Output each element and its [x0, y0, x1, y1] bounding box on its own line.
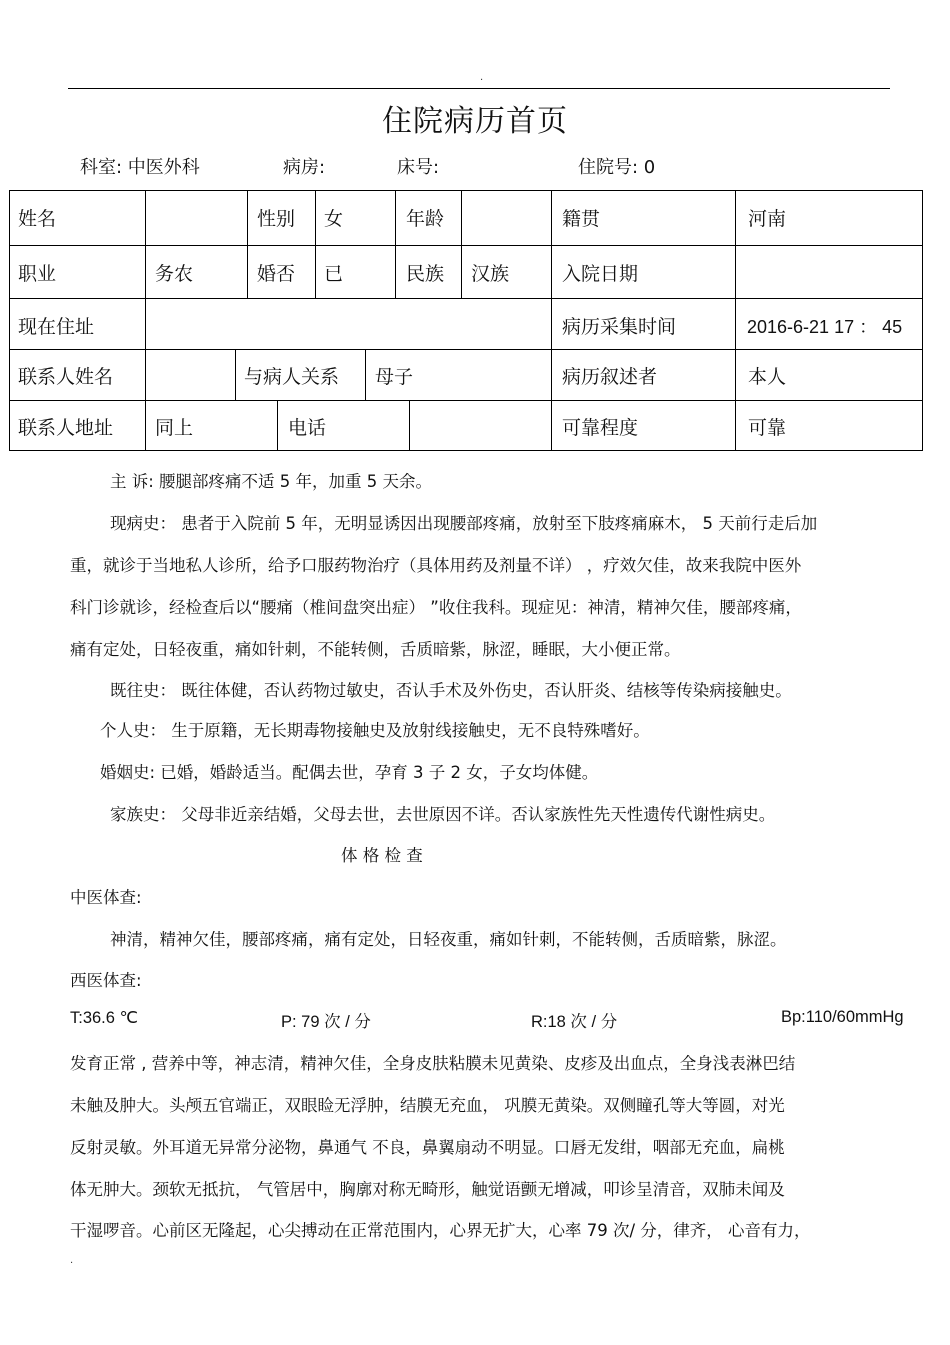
department-field: 科室: 中医外科 [80, 157, 200, 178]
origin-value: 河南 [748, 208, 787, 230]
relationship-value: 母子 [375, 366, 414, 388]
sex-label: 性别 [257, 208, 296, 230]
admission-date-label: 入院日期 [562, 263, 639, 285]
western-exam-line: 体无肿大。颈软无抵抗， 气管居中，胸廓对称无畸形，触觉语颤无增减，叩诊呈清音，双肺未闻及 [70, 1180, 785, 1199]
western-exam-label: 西医体查: [70, 971, 142, 990]
column-divider [277, 400, 278, 450]
tcm-exam-text: 神清，精神欠佳，腰部疼痛，痛有定处，日轻夜重，痛如针刺，不能转侧，舌质暗紫，脉涩。 [110, 930, 787, 949]
column-divider [395, 191, 396, 298]
marital-label: 婚否 [257, 263, 296, 285]
contact-name-label: 联系人姓名 [18, 366, 114, 388]
occupation-label: 职业 [18, 263, 57, 285]
physical-exam-heading: 体 格 检 查 [341, 846, 423, 865]
column-divider [247, 191, 248, 298]
ward-field: 病房: [283, 157, 326, 178]
column-divider [145, 349, 146, 400]
present-illness-line: 科门诊就诊，经检查后以“腰痛（椎间盘突出症） ”收住我科。现症见：神清，精神欠佳，腰部疼痛， [70, 598, 802, 617]
western-exam-line: 干湿啰音。心前区无隆起，心尖搏动在正常范围内，心界无扩大，心率 79 次/ 分，律齐， 心音有力， [70, 1221, 811, 1240]
respiration-value: R:18 次 / 分 [531, 1013, 618, 1031]
present-illness-line: 痛有定处，日轻夜重，痛如针刺，不能转侧，舌质暗紫，脉涩，睡眠，大小便正常。 [70, 640, 681, 659]
narrator-value: 本人 [748, 366, 787, 388]
column-divider [409, 400, 410, 450]
collection-time-label: 病历采集时间 [562, 316, 677, 338]
relationship-label: 与病人关系 [244, 366, 340, 388]
column-divider [461, 191, 462, 298]
column-divider [315, 191, 316, 298]
patient-info-table [9, 190, 923, 451]
row-divider [10, 400, 922, 401]
western-exam-line: 未触及肿大。头颅五官端正，双眼睑无浮肿，结膜无充血， 巩膜无黄染。双侧瞳孔等大等圆，对光 [70, 1096, 785, 1115]
ethnicity-value: 汉族 [471, 263, 510, 285]
present-illness-line: 重，就诊于当地私人诊所，给予口服药物治疗（具体用药及剂量不详） ，疗效欠佳，故来我院中医外 [70, 556, 802, 575]
column-divider [235, 349, 236, 400]
blood-pressure-value: Bp:110/60mmHg [781, 1008, 904, 1026]
temperature-value: T:36.6 ℃ [70, 1009, 139, 1027]
pulse-value: P: 79 次 / 分 [281, 1013, 371, 1031]
personal-history: 个人史： 生于原籍，无长期毒物接触史及放射线接触史，无不良特殊嗜好。 [100, 721, 650, 740]
row-divider [10, 245, 922, 246]
address-label: 现在住址 [18, 316, 95, 338]
western-exam-line: 发育正常 , 营养中等，神志清，精神欠佳，全身皮肤粘膜未见黄染、皮疹及出血点，全身浅表淋巴结 [70, 1054, 796, 1073]
past-history: 既往史： 既往体健，否认药物过敏史，否认手术及外伤史，否认肝炎、结核等传染病接触史。 [110, 681, 792, 700]
contact-address-value: 同上 [155, 417, 194, 439]
marital-history: 婚姻史: 已婚，婚龄适当。配偶去世，孕育 3 子 2 女，子女均体健。 [100, 763, 599, 782]
page-title: 住院病历首页 [382, 104, 568, 139]
column-divider [735, 191, 736, 450]
row-divider [10, 349, 922, 350]
column-divider [365, 349, 366, 400]
western-exam-line: 反射灵敏。外耳道无异常分泌物，鼻通气 不良，鼻翼扇动不明显。口唇无发绀，咽部无充血，扁桃 [70, 1138, 785, 1157]
origin-label: 籍贯 [562, 208, 601, 230]
header-rule [68, 88, 890, 89]
reliability-value: 可靠 [748, 417, 787, 439]
phone-label: 电话 [288, 417, 327, 439]
present-illness-line: 现病史： 患者于入院前 5 年，无明显诱因出现腰部疼痛，放射至下肢疼痛麻木， 5 天前行走后加 [110, 514, 818, 533]
row-divider [10, 298, 922, 299]
top-dot: . [480, 72, 484, 83]
column-divider [145, 298, 146, 349]
age-label: 年龄 [406, 208, 445, 230]
narrator-label: 病历叙述者 [562, 366, 658, 388]
name-label: 姓名 [18, 208, 57, 230]
bed-field: 床号: [397, 157, 440, 178]
reliability-label: 可靠程度 [562, 417, 639, 439]
sex-value: 女 [324, 208, 344, 230]
ethnicity-label: 民族 [406, 263, 445, 285]
collection-time-value: 2016-6-21 17 ： 45 [747, 317, 903, 337]
column-divider [145, 191, 146, 298]
column-divider [551, 191, 552, 450]
bottom-dot: . [70, 1255, 74, 1266]
tcm-exam-label: 中医体查: [70, 888, 142, 907]
contact-address-label: 联系人地址 [18, 417, 114, 439]
occupation-value: 务农 [155, 263, 194, 285]
family-history: 家族史： 父母非近亲结婚，父母去世，去世原因不详。否认家族性先天性遗传代谢性病史。 [110, 805, 776, 824]
admission-number-field: 住院号: 0 [578, 157, 656, 178]
marital-value: 已 [324, 263, 344, 285]
chief-complaint: 主 诉: 腰腿部疼痛不适 5 年，加重 5 天余。 [110, 472, 433, 491]
column-divider [145, 400, 146, 450]
